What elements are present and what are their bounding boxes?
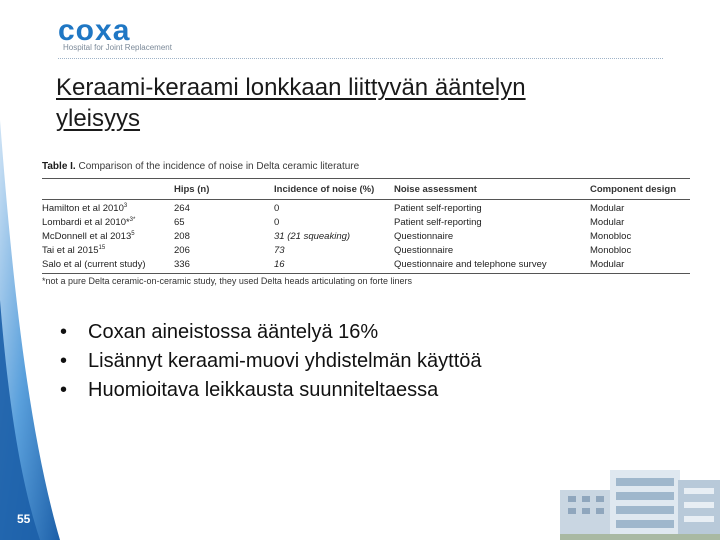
bullet-text: Coxan aineistossa ääntelyä 16% xyxy=(88,321,379,343)
table-cell: McDonnell et al 2013 xyxy=(42,231,132,243)
bullet-icon: • xyxy=(60,379,68,401)
table-cell: 0 xyxy=(274,203,280,214)
table-row-5-study: Salo et al (current study) xyxy=(42,259,146,270)
table-caption xyxy=(42,161,359,172)
table-caption-text: Comparison of the incidence of noise in Delta ceramic literature xyxy=(78,161,360,172)
table-superscript: 3* xyxy=(129,217,136,223)
coxa-logo xyxy=(58,16,188,56)
table-cell: Patient self-reporting xyxy=(394,217,482,228)
table-superscript: 15 xyxy=(98,245,106,251)
bullet-item xyxy=(58,347,482,376)
table-cell: Questionnaire xyxy=(394,231,454,242)
bullet-icon: • xyxy=(60,321,68,343)
table-row-2-study xyxy=(42,217,135,228)
table-cell: 264 xyxy=(174,203,190,214)
bullet-text: Huomioitava leikkausta suunniteltaessa xyxy=(88,379,439,401)
table-header-design: Component design xyxy=(590,184,677,195)
table-header-assessment: Noise assessment xyxy=(394,184,477,195)
table-cell: Patient self-reporting xyxy=(394,203,482,214)
table-header-hips: Hips (n) xyxy=(174,184,210,195)
table-cell: 73 xyxy=(274,245,285,256)
table-cell: 16 xyxy=(274,259,285,270)
table-superscript: 3 xyxy=(123,203,128,209)
table-bottom-rule xyxy=(42,273,690,274)
table-row-3-study xyxy=(42,231,135,242)
table-row-4-study xyxy=(42,245,105,256)
table-header-incidence: Incidence of noise (%) xyxy=(274,184,375,195)
logo-wordmark: coxa xyxy=(58,14,131,47)
table-cell: Hamilton et al 2010 xyxy=(42,203,124,215)
header-divider xyxy=(58,58,663,59)
logo-tagline: Hospital for Joint Replacement xyxy=(63,43,172,52)
table-row-1-study xyxy=(42,203,127,214)
table-caption-label: Table I. xyxy=(42,161,76,172)
bullet-item xyxy=(58,318,482,347)
table-cell: Monobloc xyxy=(590,245,632,256)
bullet-item xyxy=(58,376,482,405)
table-cell: Modular xyxy=(590,203,625,214)
table-cell: Lombardi et al 2010* xyxy=(42,217,130,229)
table-cell: Monobloc xyxy=(590,231,632,242)
bullet-text: Lisännyt keraami-muovi yhdistelmän käyttöä xyxy=(88,350,482,372)
table-cell: Tai et al 2015 xyxy=(42,245,99,257)
table-cell: 65 xyxy=(174,217,185,228)
table-cell: 31 (21 squeaking) xyxy=(274,231,351,242)
table-superscript: 5 xyxy=(131,231,135,237)
table-cell: 206 xyxy=(174,245,190,256)
table-cell: Questionnaire xyxy=(394,245,454,256)
bullet-list xyxy=(58,318,482,405)
table-cell: 336 xyxy=(174,259,190,270)
table-top-rule xyxy=(42,178,690,179)
table-footnote: *not a pure Delta ceramic-on-ceramic study, they used Delta heads articulating on forte liners xyxy=(42,276,413,286)
table-cell: 0 xyxy=(274,217,280,228)
comparison-table xyxy=(38,156,694,296)
bullet-icon: • xyxy=(60,350,68,372)
table-cell: Questionnaire and telephone survey xyxy=(394,259,547,270)
table-cell: Modular xyxy=(590,259,625,270)
table-cell: Modular xyxy=(590,217,625,228)
table-header-rule xyxy=(42,199,690,200)
table-cell: 208 xyxy=(174,231,190,242)
slide-title: Keraami-keraami lonkkaan liittyvän ääntelyn yleisyys xyxy=(56,74,526,132)
hospital-building-image xyxy=(560,450,720,540)
page-number: 55 xyxy=(17,512,31,526)
